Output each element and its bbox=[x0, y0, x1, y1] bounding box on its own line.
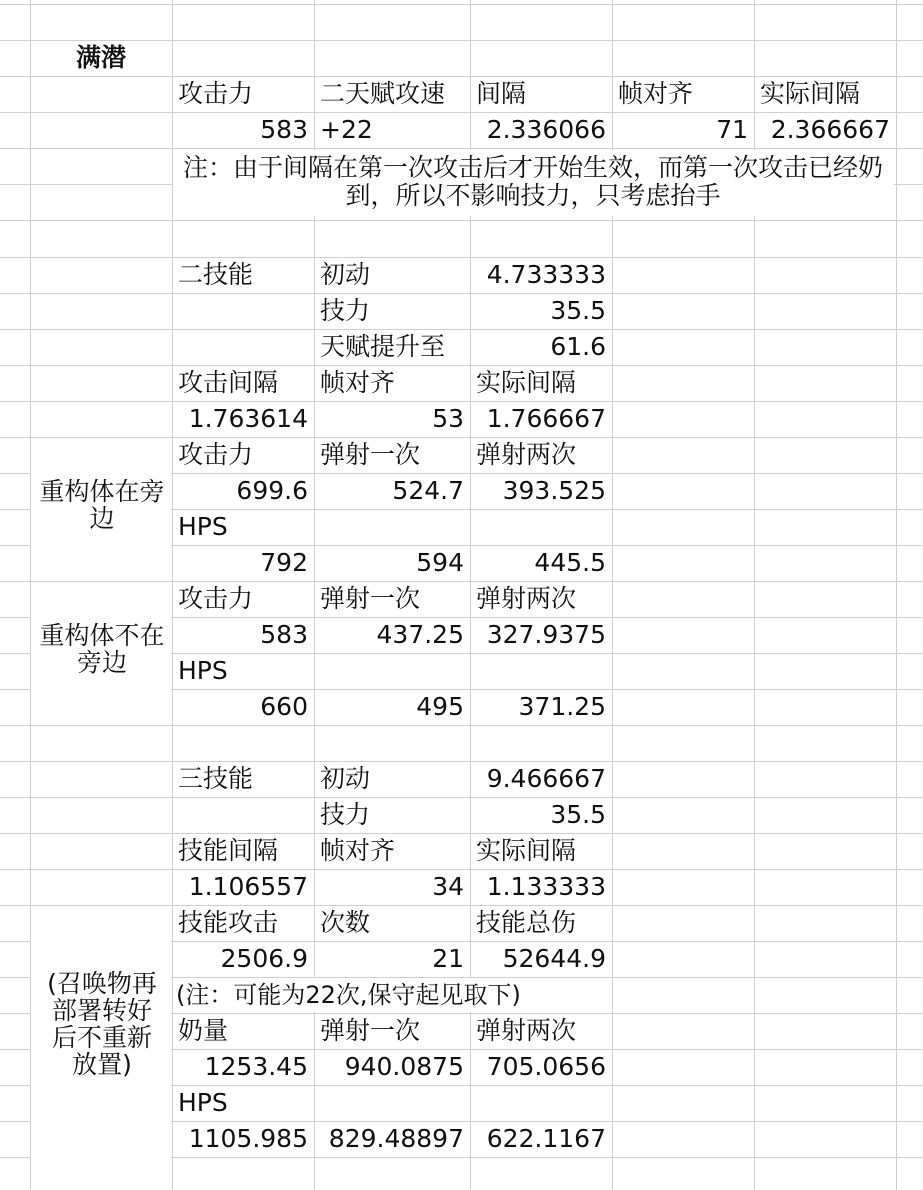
s2-interval-header-0[interactable]: 攻击间隔 bbox=[178, 368, 279, 397]
s3-init-value[interactable]: 9.466667 bbox=[486, 764, 606, 793]
header-actual-interval[interactable]: 实际间隔 bbox=[760, 79, 861, 108]
s2-far-header-0[interactable]: 攻击力 bbox=[178, 584, 254, 613]
grid-row-line bbox=[0, 4, 923, 5]
value-interval[interactable]: 2.336066 bbox=[486, 115, 606, 144]
value-atk[interactable]: 583 bbox=[260, 115, 308, 144]
s2-far-hps-2[interactable]: 371.25 bbox=[518, 692, 606, 721]
s3-heal-value-2[interactable]: 705.0656 bbox=[486, 1052, 606, 1081]
header-interval[interactable]: 间隔 bbox=[476, 79, 527, 108]
s2-talent-label[interactable]: 天赋提升至 bbox=[320, 332, 446, 361]
s2-interval-value-0[interactable]: 1.763614 bbox=[188, 404, 308, 433]
value-talent-aspd[interactable]: +22 bbox=[320, 115, 373, 144]
s2-near-hps-1[interactable]: 594 bbox=[416, 548, 464, 577]
s2-far-header-1[interactable]: 弹射一次 bbox=[320, 584, 421, 613]
s3-heal-value-1[interactable]: 940.0875 bbox=[344, 1052, 464, 1081]
s2-near-value-1[interactable]: 524.7 bbox=[392, 476, 464, 505]
s3-interval-header-0[interactable]: 技能间隔 bbox=[178, 836, 279, 865]
s3-interval-value-2[interactable]: 1.133333 bbox=[486, 872, 606, 901]
s3-side-note[interactable]: (召唤物再部署转好后不重新放置) bbox=[47, 969, 157, 1079]
grid-row-line bbox=[0, 220, 923, 221]
s3-sp-label[interactable]: 技力 bbox=[320, 800, 371, 829]
s3-interval-header-2[interactable]: 实际间隔 bbox=[476, 836, 577, 865]
s2-near-header-0[interactable]: 攻击力 bbox=[178, 440, 254, 469]
s2-far-value-1[interactable]: 437.25 bbox=[376, 620, 464, 649]
s3-init-label[interactable]: 初动 bbox=[320, 764, 371, 793]
s2-init-value[interactable]: 4.733333 bbox=[486, 260, 606, 289]
s2-name[interactable]: 二技能 bbox=[178, 260, 254, 289]
header-talent-aspd[interactable]: 二天赋攻速 bbox=[320, 79, 446, 108]
s3-atk-header-1[interactable]: 次数 bbox=[320, 908, 371, 937]
s2-interval-value-1[interactable]: 53 bbox=[432, 404, 464, 433]
s3-interval-value-0[interactable]: 1.106557 bbox=[188, 872, 308, 901]
s2-sp-value[interactable]: 35.5 bbox=[550, 296, 606, 325]
value-actual-interval[interactable]: 2.366667 bbox=[770, 115, 890, 144]
s3-heal-header-0[interactable]: 奶量 bbox=[178, 1016, 229, 1045]
s3-sp-value[interactable]: 35.5 bbox=[550, 800, 606, 829]
s3-hps-1[interactable]: 829.48897 bbox=[328, 1124, 464, 1153]
value-frame-align[interactable]: 71 bbox=[716, 115, 748, 144]
header-atk[interactable]: 攻击力 bbox=[178, 79, 254, 108]
s2-far-hps-1[interactable]: 495 bbox=[416, 692, 464, 721]
grid-row-line bbox=[0, 148, 923, 149]
s3-hps-0[interactable]: 1105.985 bbox=[188, 1124, 308, 1153]
s3-heal-header-1[interactable]: 弹射一次 bbox=[320, 1016, 421, 1045]
s2-near-value-0[interactable]: 699.6 bbox=[236, 476, 308, 505]
s2-near-hps-0[interactable]: 792 bbox=[260, 548, 308, 577]
s3-heal-value-0[interactable]: 1253.45 bbox=[204, 1052, 308, 1081]
s2-near-hps-2[interactable]: 445.5 bbox=[534, 548, 606, 577]
s2-near-hps-label[interactable]: HPS bbox=[178, 512, 228, 541]
s2-far-value-2[interactable]: 327.9375 bbox=[486, 620, 606, 649]
s2-near-label[interactable]: 重构体在旁边 bbox=[39, 477, 165, 533]
s3-heal-header-2[interactable]: 弹射两次 bbox=[476, 1016, 577, 1045]
s2-init-label[interactable]: 初动 bbox=[320, 260, 371, 289]
s2-near-value-2[interactable]: 393.525 bbox=[502, 476, 606, 505]
s3-hps-label[interactable]: HPS bbox=[178, 1088, 228, 1117]
s2-far-hps-label[interactable]: HPS bbox=[178, 656, 228, 685]
grid-row-line bbox=[0, 725, 923, 726]
header-frame-align[interactable]: 帧对齐 bbox=[618, 79, 694, 108]
s2-interval-value-2[interactable]: 1.766667 bbox=[486, 404, 606, 433]
s3-note[interactable]: (注：可能为22次,保守起见取下) bbox=[176, 981, 521, 1009]
s2-interval-header-2[interactable]: 实际间隔 bbox=[476, 368, 577, 397]
s3-atk-header-2[interactable]: 技能总伤 bbox=[476, 908, 577, 937]
s2-far-label[interactable]: 重构体不在旁边 bbox=[39, 621, 165, 677]
s2-interval-header-1[interactable]: 帧对齐 bbox=[320, 368, 396, 397]
s2-talent-value[interactable]: 61.6 bbox=[550, 332, 606, 361]
s2-far-hps-0[interactable]: 660 bbox=[260, 692, 308, 721]
top-note[interactable]: 注：由于间隔在第一次攻击后才开始生效，而第一次攻击已经奶到，所以不影响技力，只考虑抬手 bbox=[182, 153, 883, 210]
s3-hps-2[interactable]: 622.1167 bbox=[486, 1124, 606, 1153]
s2-near-header-2[interactable]: 弹射两次 bbox=[476, 440, 577, 469]
s3-atk-header-0[interactable]: 技能攻击 bbox=[178, 908, 279, 937]
s3-atk-value-2[interactable]: 52644.9 bbox=[502, 944, 606, 973]
s3-interval-header-1[interactable]: 帧对齐 bbox=[320, 836, 396, 865]
s3-name[interactable]: 三技能 bbox=[178, 764, 254, 793]
s2-far-header-2[interactable]: 弹射两次 bbox=[476, 584, 577, 613]
s2-sp-label[interactable]: 技力 bbox=[320, 296, 371, 325]
grid-col-line bbox=[896, 0, 897, 1190]
s2-far-value-0[interactable]: 583 bbox=[260, 620, 308, 649]
s2-near-header-1[interactable]: 弹射一次 bbox=[320, 440, 421, 469]
s3-atk-value-1[interactable]: 21 bbox=[432, 944, 464, 973]
s3-atk-value-0[interactable]: 2506.9 bbox=[220, 944, 308, 973]
s3-interval-value-1[interactable]: 34 bbox=[432, 872, 464, 901]
sheet-title[interactable]: 满潜 bbox=[75, 43, 126, 72]
